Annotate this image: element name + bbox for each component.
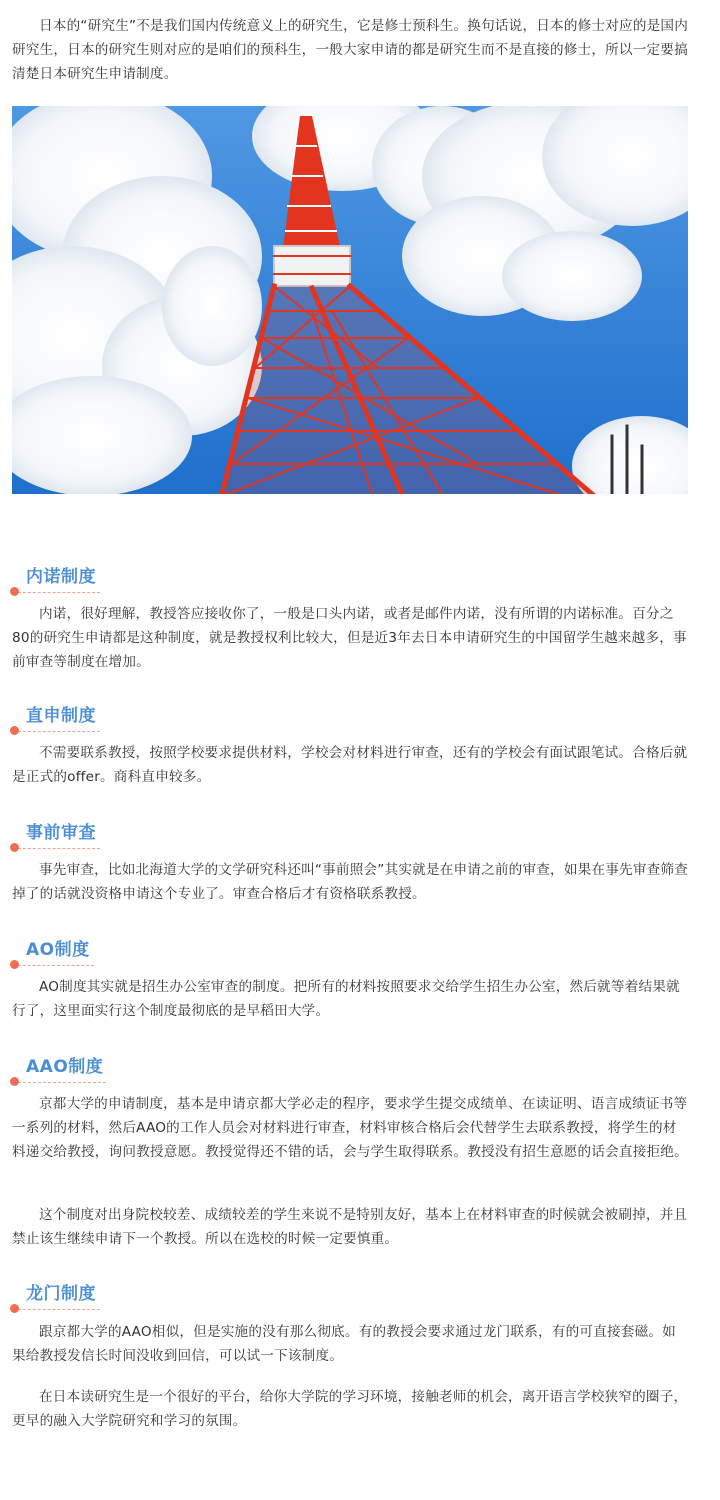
bullet-dot-icon xyxy=(10,587,19,596)
bullet-dot-icon xyxy=(10,960,19,969)
section-paragraph: 这个制度对出身院校较差、成绩较差的学生来说不是特别友好，基本上在材料审查的时候就会被刷掉，并且禁止该生继续申请下一个教授。所以在选校的时候一定要慎重。 xyxy=(12,1207,688,1247)
heading-underline xyxy=(18,848,100,849)
section-paragraph: 事先审查，比如北海道大学的文学研究科还叫“事前照会”其实就是在申请之前的审查，如果在事先审查筛查掉了的话就没资格申请这个专业了。审查合格后才有资格联系教授。 xyxy=(12,862,688,902)
section-paragraph: 在日本读研究生是一个很好的平台，给你大学院的学习环境，接触老师的机会，离开语言学校狭窄的圈子，更早的融入大学院研究和学习的氛围。 xyxy=(12,1389,688,1429)
section-paragraph: AO制度其实就是招生办公室审查的制度。把所有的材料按照要求交给学生招生办公室，然后就等着结果就行了，这里面实行这个制度最彻底的是早稻田大学。 xyxy=(12,979,680,1019)
section-title: 龙门制度 xyxy=(26,1284,96,1304)
bullet-dot-icon xyxy=(10,1304,19,1313)
section-title: AAO制度 xyxy=(26,1057,104,1077)
section-paragraph: 跟京都大学的AAO相似，但是实施的没有那么彻底。有的教授会要求通过龙门联系，有的可直接套磁。如果给教授发信长时间没收到回信，可以试一下该制度。 xyxy=(12,1324,676,1364)
heading-underline xyxy=(18,1082,106,1083)
tokyo-tower-icon xyxy=(12,106,688,494)
heading-underline xyxy=(18,1309,100,1310)
section-title: AO制度 xyxy=(26,940,90,960)
bullet-dot-icon xyxy=(10,1077,19,1086)
heading-underline xyxy=(18,592,100,593)
section-paragraph: 京都大学的申请制度，基本是申请京都大学必走的程序，要求学生提交成绩单、在读证明、语言成绩证书等一系列的材料，然后AAO的工作人员会对材料进行审查，材料审核合格后会代替学生去联系教授，将学生的材料递交给教授，询问教授意愿。教授觉得还不错的话，会与学生取得联系。教授没有招生意愿的话会直接拒绝。 xyxy=(12,1096,688,1160)
section-title: 直申制度 xyxy=(26,706,96,726)
section-title: 内诺制度 xyxy=(26,567,96,587)
heading-underline xyxy=(18,965,94,966)
heading-underline xyxy=(18,731,100,732)
intro-paragraph: 日本的“研究生”不是我们国内传统意义上的研究生，它是修士预科生。换句话说，日本的修士对应的是国内研究生，日本的研究生则对应的是咱们的预科生，一般大家申请的都是研究生而不是直接的修士，所以一定要搞清楚日本研究生申请制度。 xyxy=(12,18,688,82)
tokyo-tower-photo xyxy=(12,106,688,494)
bullet-dot-icon xyxy=(10,726,19,735)
section-paragraph: 不需要联系教授，按照学校要求提供材料，学校会对材料进行审查，还有的学校会有面试跟笔试。合格后就是正式的offer。商科直申较多。 xyxy=(12,745,688,785)
bullet-dot-icon xyxy=(10,843,19,852)
section-title: 事前审查 xyxy=(26,823,96,843)
section-paragraph: 内诺，很好理解，教授答应接收你了，一般是口头内诺，或者是邮件内诺，没有所谓的内诺标准。百分之80的研究生申请都是这种制度，就是教授权利比较大，但是近3年去日本申请研究生的中国留学生越来越多，事前审查等制度在增加。 xyxy=(12,606,687,670)
